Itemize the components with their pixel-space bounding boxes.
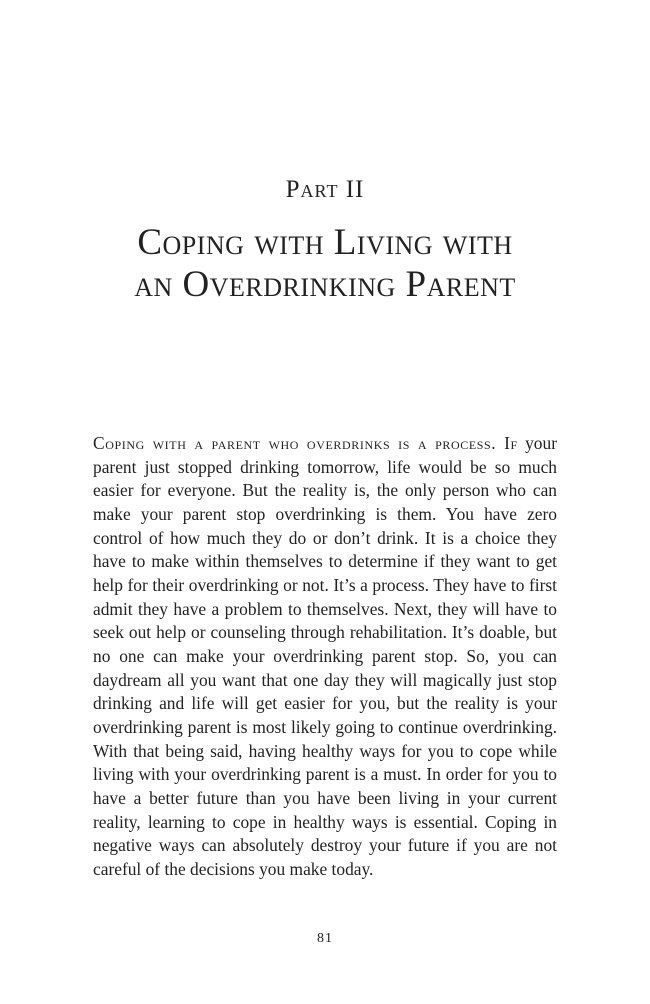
- chapter-title-line-1: Coping with Living with: [137, 222, 513, 263]
- part-label: Part II: [285, 176, 365, 203]
- paragraph-lead-in: Coping with a parent who overdrinks is a process. If: [93, 433, 518, 453]
- page-number: 81: [317, 931, 333, 946]
- body-paragraph: [93, 432, 557, 881]
- chapter-title: [0, 222, 650, 306]
- paragraph-text: your parent just stopped drinking tomorrow, life would be so much easier for everyone. But the reality is, the only person who can make your parent stop overdrinking is them. You have zero control of how much they do or don’t drink. It is a choice they have to make within themselves to determine if they want to get help for their overdrinking or not. It’s a process. They have to first admit they have a problem to themselves. Next, they will have to seek out help or counseling through rehabilitation. It’s doable, but no one can make your overdrinking parent stop. So, you can daydream all you want that one day they will magically just stop drinking and life will get easier for you, but the reality is your overdrinking parent is most likely going to continue overdrinking. With that being said, having healthy ways for you to cope while living with your overdrinking parent is a must. In order for you to have a better future than you have been living in your current reality, learning to cope in healthy ways is essential. Coping in negative ways can absolutely destroy your future if you are not careful of the decisions you make today.: [93, 433, 557, 879]
- chapter-title-line-2: an Overdrinking Parent: [134, 264, 516, 305]
